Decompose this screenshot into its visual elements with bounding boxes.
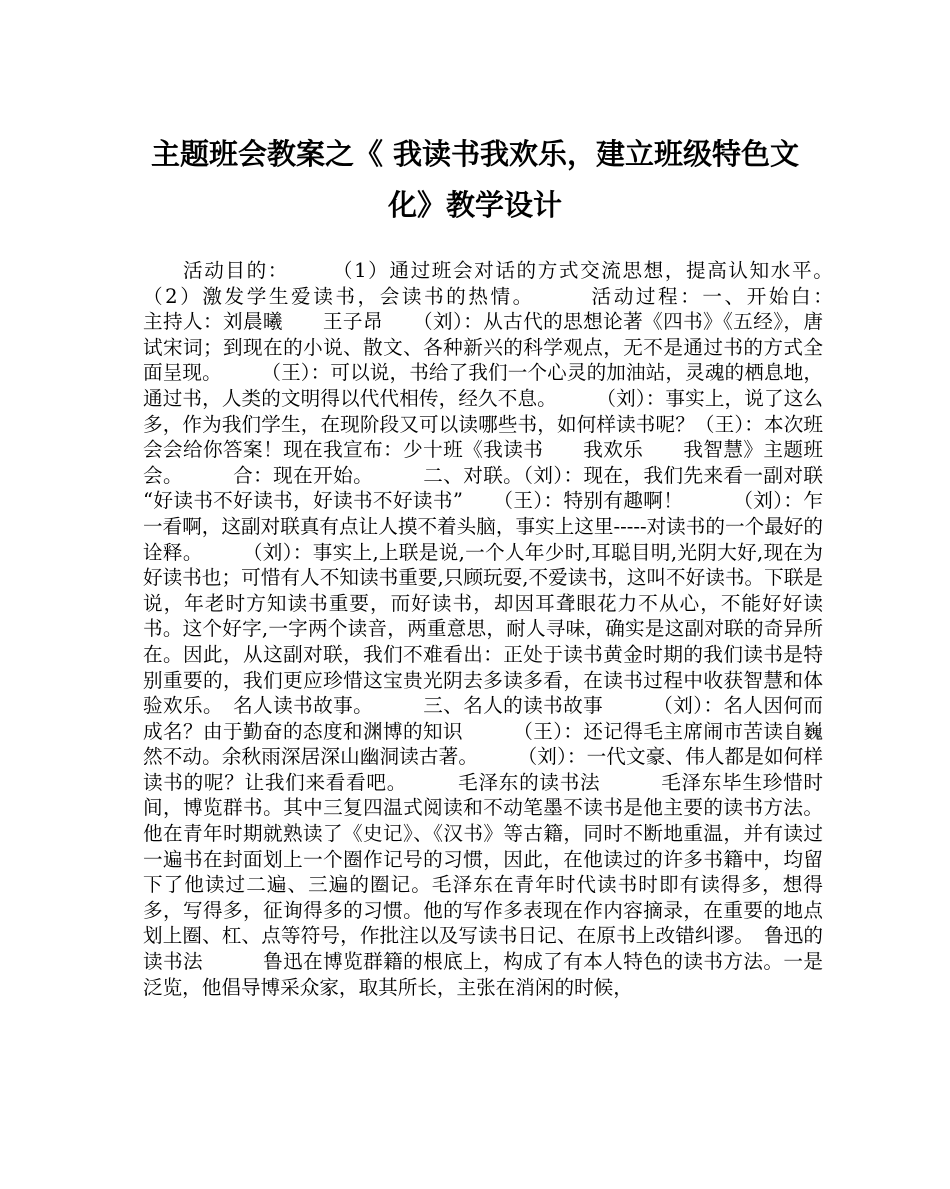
document-body: 活动目的： （1）通过班会对话的方式交流思想，提高认知水平。 （2）激发学生爱读书，会读书的热情。 活动过程：一、开始白： 主持人：刘晨曦 王子昂 （刘）：从古代的思想论著《四书》《五经》，唐试宋词；到现在的小说、散文、各种新兴的科学观点，无不是通过书的方式全面呈现。 （王）：可以说，书给了我们一个心灵的加油站，灵魂的栖息地，通过书，人类的文明得以代代相传，经久不息。 （刘）：事实上，说了这么多，作为我们学生，在现阶段又可以读哪些书，如何样读书呢？（王）：本次班会会给你答案！现在我宣布：少十班《我读书 我欢乐 我智慧》主题班会。 合：现在开始。 二、对联。（刘）：现在，我们先来看一副对联 “好读书不好读书，好读书不好读书” （王）：特别有趣啊！ （刘）：乍一看啊，这副对联真有点让人摸不着头脑，事实上这里-----对读书的一个最好的诠释。 （刘）：事实上,上联是说,一个人年少时,耳聪目明,光阴大好,现在为好读书也；可惜有人不知读书重要,只顾玩耍,不爱读书，这叫不好读书。下联是说，年老时方知读书重要，而好读书，却因耳聋眼花力不从心，不能好好读书。这个好字,一字两个读音，两重意思，耐人寻味，确实是这副对联的奇异所在。因此，从这副对联，我们不难看出：正处于读书黄金时期的我们读书是特别重要的，我们更应珍惜这宝贵光阴去多读多看，在读书过程中收获智慧和体验欢乐。 名人读书故事。 三、名人的读书故事 （刘）：名人因何而成名？由于勤奋的态度和渊博的知识 （王）：还记得毛主席闹市苦读自巍然不动。余秋雨深居深山幽洞读古著。 （刘）：一代文豪、伟人都是如何样读书的呢？让我们来看看吧。 毛泽东的读书法 毛泽东毕生珍惜时间，博览群书。其中三复四温式阅读和不动笔墨不读书是他主要的读书方法。他在青年时期就熟读了《史记》、《汉书》等古籍，同时不断地重温，并有读过一遍书在封面划上一个圈作记号的习惯，因此，在他读过的许多书籍中，均留下了他读过二遍、三遍的圈记。毛泽东在青年时代读书时即有读得多，想得多，写得多，征询得多的习惯。他的写作多表现在作内容摘录，在重要的地点划上圈、杠、点等符号，作批注以及写读书日记、在原书上改错纠谬。 鲁迅的读书法 鲁迅在博览群籍的根底上，构成了有本人特色的读书方法。一是泛览，他倡导博采众家，取其所长，主张在消闲的时候， — [143, 259, 921, 999]
document-title-line-1: 主题班会教案之《 我读书我欢乐，建立班级特色文 — [150, 137, 800, 171]
document-title-line-2: 化》教学设计 — [387, 188, 562, 222]
